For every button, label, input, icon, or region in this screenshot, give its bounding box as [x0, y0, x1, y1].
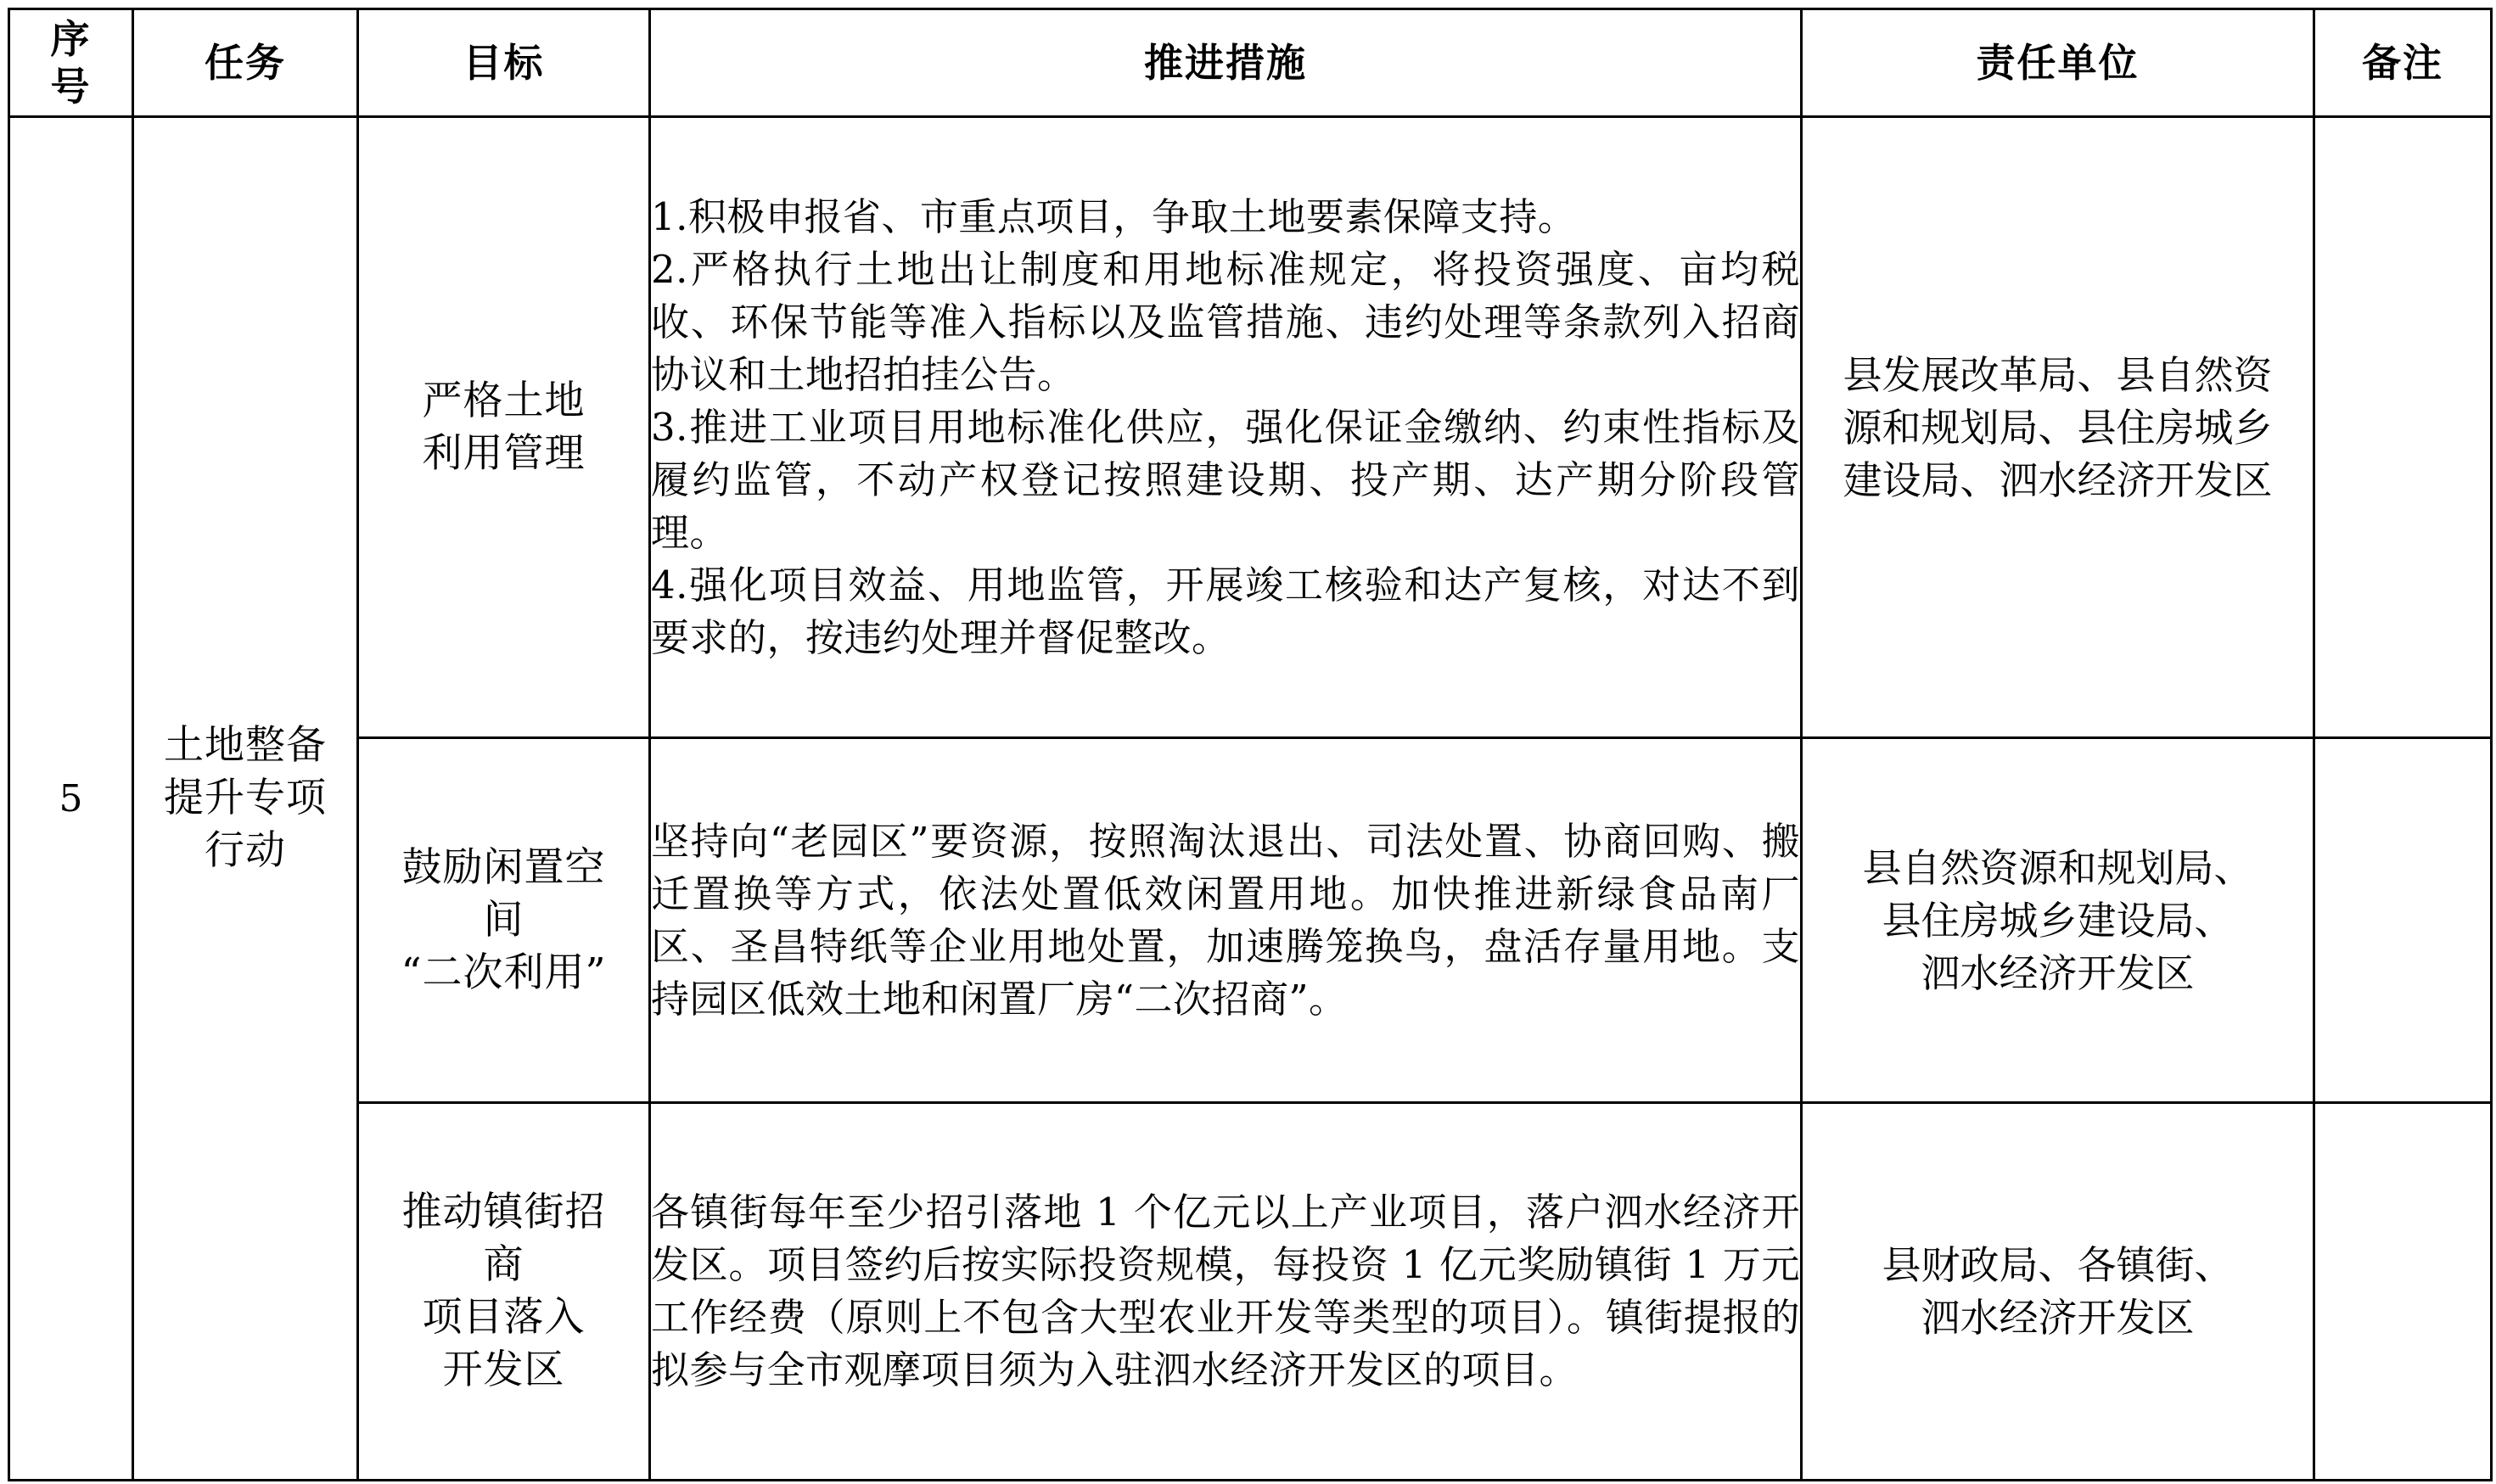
unit-line: 泗水经济开发区: [1921, 949, 2195, 996]
unit-line: 县自然资源和规划局、: [1862, 844, 2253, 891]
measure-paragraph: 3.推进工业项目用地标准化供应，强化保证金缴纳、约束性指标及履约监管，不动产权登记按照建设期、投产期、达产期分阶段管理。: [651, 404, 1800, 555]
unit-line: 县发展改革局、县自然资: [1843, 351, 2273, 398]
note-cell: [2314, 1103, 2492, 1481]
row-task: [133, 117, 358, 1481]
measure-paragraph: 坚持向“老园区”要资源，按照淘汰退出、司法处置、协商回购、搬迁置换等方式，依法处置低效闲置用地。加快推进新绿食品南厂区、圣昌特纸等企业用地处置，加速腾笼换鸟，盘活存量用地。支持园区低效土地和闲置厂房“二次招商”。: [651, 818, 1800, 1022]
measure-paragraph: 1.积极申报省、市重点项目，争取土地要素保障支持。: [651, 193, 1577, 239]
header-task: 任务: [133, 9, 358, 117]
task-line: 行动: [205, 827, 286, 874]
goal-line: 商: [483, 1241, 524, 1288]
note-cell: [2314, 738, 2492, 1103]
goal-line: 推动镇街招: [401, 1189, 606, 1235]
note-cell: [2314, 117, 2492, 738]
unit-line: 源和规划局、县住房城乡: [1843, 404, 2273, 451]
unit-line: 县财政局、各镇街、: [1882, 1242, 2234, 1288]
measure-paragraph: 各镇街每年至少招引落地 1 个亿元以上产业项目，落户泗水经济开发区。项目签约后按实际投资规模，每投资 1 亿元奖励镇街 1 万元工作经费（原则上不包含大型农业开发等类型的项目）。镇街提报的拟参与全市观摩项目须为入驻泗水经济开发区的项目。: [651, 1190, 1800, 1392]
goal-line: 间: [483, 896, 524, 944]
header-seq-char-1: 序: [50, 16, 92, 62]
unit-cell: [1802, 1103, 2314, 1481]
unit-cell: [1802, 738, 2314, 1103]
goal-cell: [358, 117, 650, 738]
measure-paragraph: 2.严格执行土地出让制度和用地标准规定，将投资强度、亩均税收、环保节能等准入指标以及监管措施、违约处理等条款列入招商协议和土地招拍挂公告。: [651, 246, 1800, 397]
header-goal: 目标: [358, 9, 650, 117]
goal-line: 项目落入: [422, 1294, 586, 1341]
task-line: 土地整备: [164, 722, 327, 769]
measures-cell: [650, 1103, 1802, 1481]
goal-cell: [358, 1103, 650, 1481]
goal-line: 严格土地: [422, 377, 586, 424]
header-seq: [9, 9, 133, 117]
table-row: [9, 738, 2492, 1103]
task-table-sheet: [8, 8, 2490, 1479]
goal-line: 开发区: [442, 1347, 565, 1393]
goal-cell: [358, 738, 650, 1103]
header-note: 备注: [2314, 9, 2492, 117]
measure-paragraph: 4.强化项目效益、用地监管，开展竣工核验和达产复核，对达不到要求的，按违约处理并督促整改。: [651, 562, 1800, 660]
measures-cell: [650, 117, 1802, 738]
unit-line: 建设局、泗水经济开发区: [1843, 456, 2273, 503]
table-row: [9, 117, 2492, 738]
measures-cell: [650, 738, 1802, 1103]
unit-line: 县住房城乡建设局、: [1882, 897, 2234, 944]
goal-line: 利用管理: [422, 429, 586, 477]
header-row: [9, 9, 2492, 117]
goal-line: “二次利用”: [401, 949, 607, 996]
unit-cell: [1802, 117, 2314, 738]
task-line: 提升专项: [164, 775, 327, 821]
row-seq: 5: [9, 117, 133, 1481]
unit-line: 泗水经济开发区: [1921, 1295, 2195, 1341]
table-row: [9, 1103, 2492, 1481]
header-seq-char-2: 号: [50, 64, 92, 109]
goal-line: 鼓励闲置空: [401, 843, 606, 891]
header-measures: 推进措施: [650, 9, 1802, 117]
task-table: [8, 8, 2493, 1481]
header-unit: 责任单位: [1802, 9, 2314, 117]
